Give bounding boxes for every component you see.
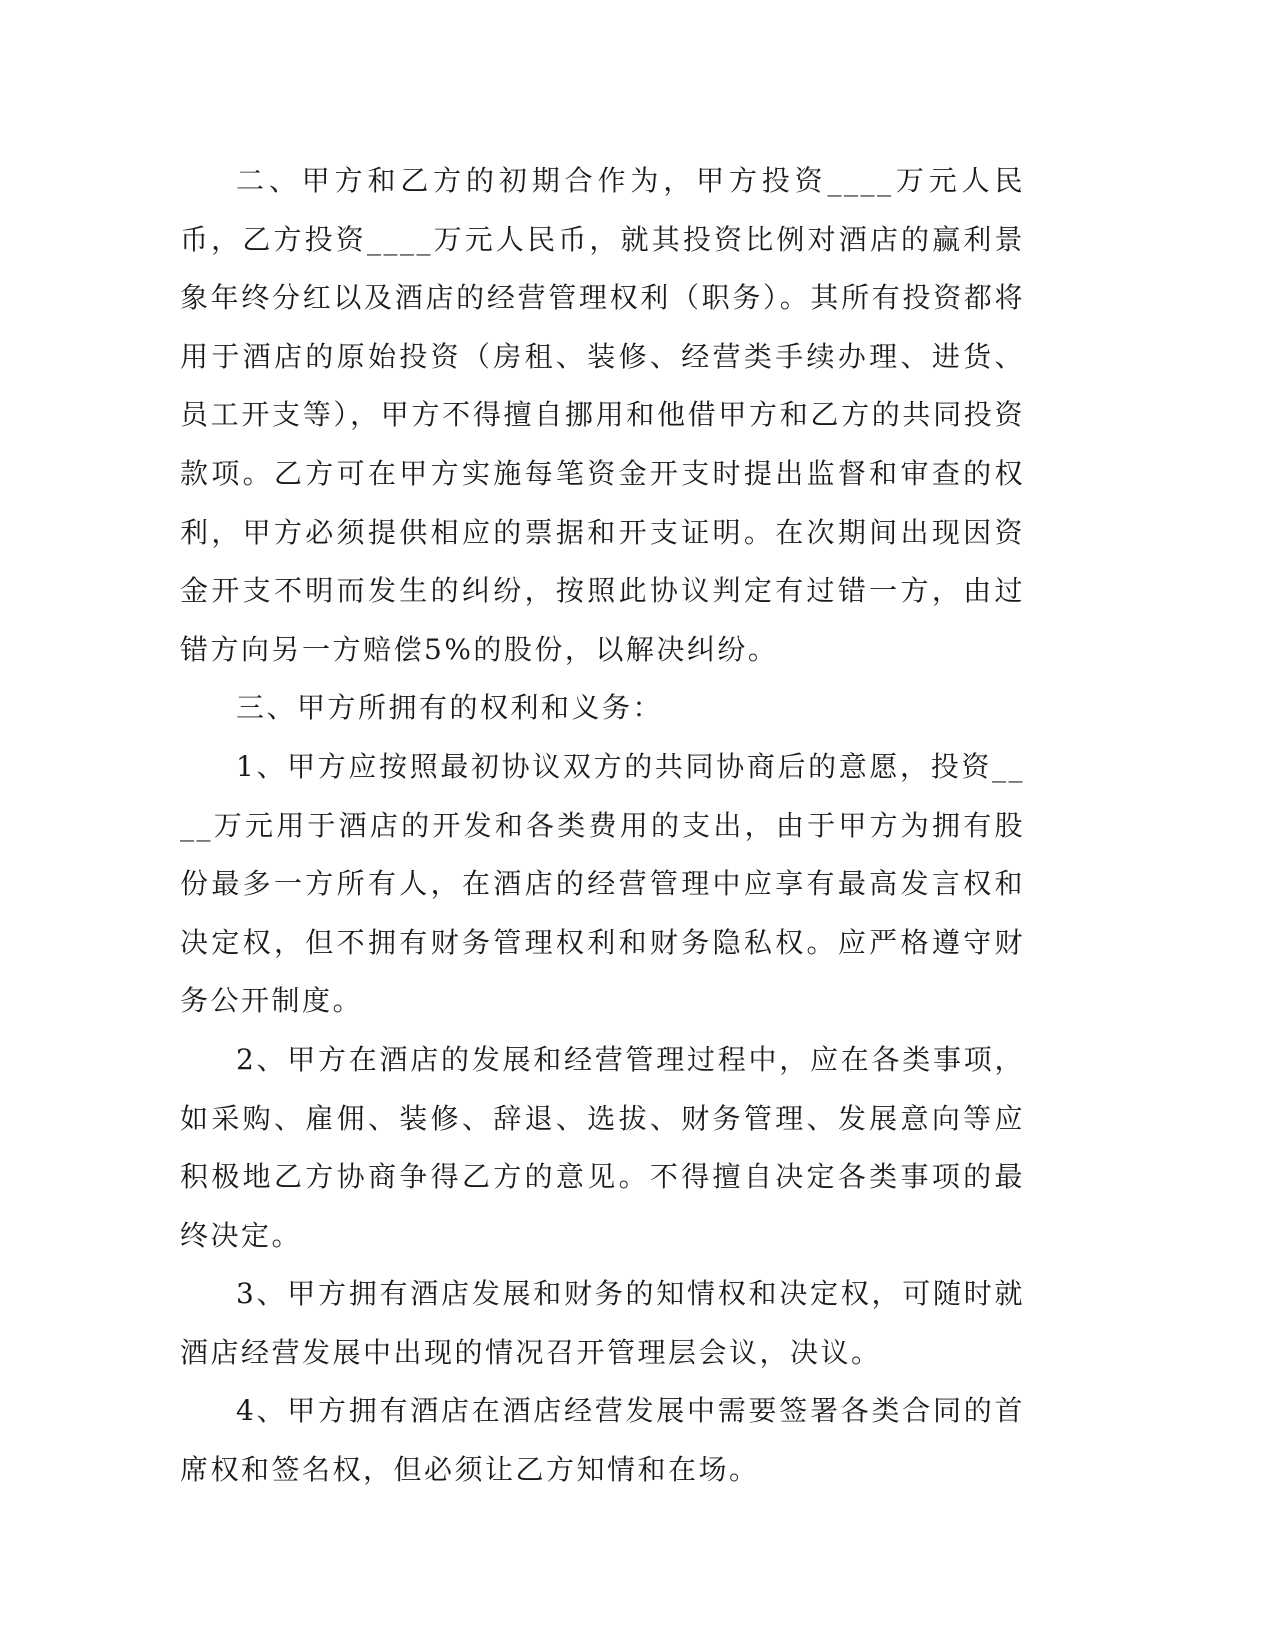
paragraph-text: 1、甲方应按照最初协议双方的共同协商后的意愿，投资____万元用于酒店的开发和各类费用的支出，由于甲方为拥有股份最多一方所有人，在酒店的经营管理中应享有最高发言权和决定权，但不拥有财务管理权利和财务隐私权。应严格遵守财务公开制度。: [180, 749, 1025, 1018]
paragraph-text: 4、甲方拥有酒店在酒店经营发展中需要签署各类合同的首席权和签名权，但必须让乙方知情和在场。: [180, 1394, 1025, 1487]
paragraph-text: 3、甲方拥有酒店发展和财务的知情权和决定权，可随时就酒店经营发展中出现的情况召开管理层会议，决议。: [180, 1277, 1025, 1369]
paragraph-text: 二、甲方和乙方的初期合作为，甲方投资____万元人民币，乙方投资____万元人民币，就其投资比例对酒店的赢利景象年终分红以及酒店的经营管理权利（职务）。其所有投资都将用于酒店的原始投资（房租、装修、经营类手续办理、进货、员工开支等），甲方不得擅自挪用和他借甲方和乙方的共同投资款项。乙方可在甲方实施每笔资金开支时提出监督和审查的权利，甲方必须提供相应的票据和开支证明。在次期间出现因资金开支不明而发生的纠纷，按照此协议判定有过错一方，由过错方向另一方赔偿5%的股份，以解决纠纷。: [180, 164, 1025, 666]
heading-party-a-rights: [180, 679, 1025, 738]
paragraph-item-4: [180, 1382, 1025, 1499]
paragraph-item-2: [180, 1031, 1025, 1265]
paragraph-item-1: [180, 738, 1025, 1031]
paragraph-investment: [180, 152, 1025, 679]
paragraph-text: 三、甲方所拥有的权利和义务：: [236, 691, 664, 725]
paragraph-text: 2、甲方在酒店的发展和经营管理过程中，应在各类事项，如采购、雇佣、装修、辞退、选拔、财务管理、发展意向等应积极地乙方协商争得乙方的意见。不得擅自决定各类事项的最终决定。: [180, 1042, 1025, 1252]
document-body: [180, 152, 1025, 1500]
paragraph-item-3: [180, 1265, 1025, 1382]
